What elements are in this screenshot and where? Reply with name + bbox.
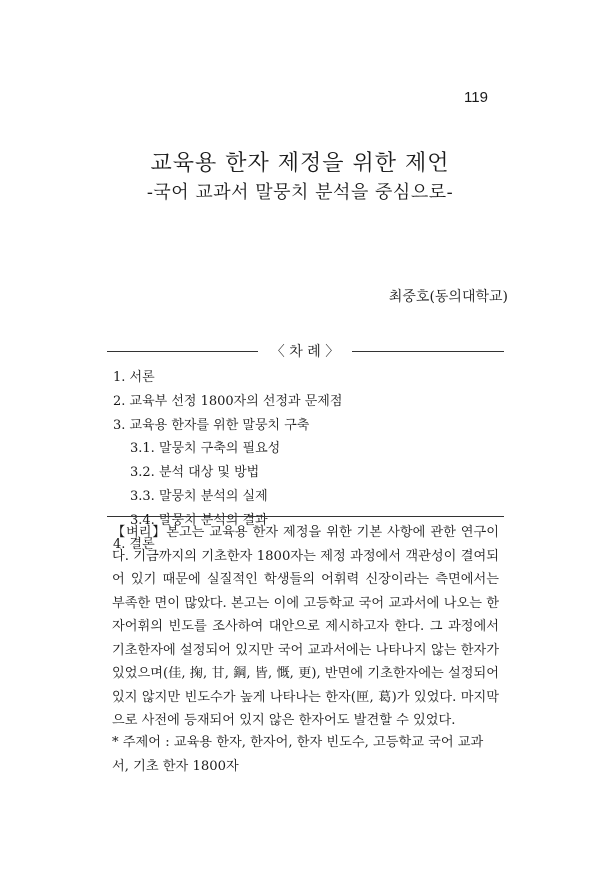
toc-subitem: 3.4. 말뭉치 분석의 결과: [130, 512, 268, 528]
toc-rule-left: [107, 351, 258, 352]
toc-subitem: 3.1. 말뭉치 구축의 필요성: [130, 441, 281, 457]
toc-subitem: 3.3. 말뭉치 분석의 실제: [130, 488, 268, 504]
toc-item: 2. 교육부 선정 1800자의 선정과 문제점: [113, 393, 343, 409]
toc-item: 1. 서론: [113, 370, 155, 385]
page-number: 119: [464, 89, 488, 106]
toc-item: 3. 교육용 한자를 위한 말뭉치 구축: [113, 417, 310, 433]
keywords: * 주제어 : 교육용 한자, 한자어, 한자 빈도수, 고등학교 국어 교과서, 기초 한자 1800자: [112, 735, 484, 774]
toc-item: 4. 결론: [113, 536, 155, 552]
toc-divider: [107, 342, 504, 362]
toc-rule-right: [352, 351, 504, 352]
paper-subtitle: -국어 교과서 말뭉치 분석을 중심으로-: [146, 182, 454, 203]
toc-heading: 〈 차 례 〉: [270, 344, 340, 360]
author-affiliation: 최중호(동의대학교): [388, 289, 508, 305]
toc-subitem: 3.2. 분석 대상 및 방법: [130, 465, 260, 481]
abstract-text: 【벼리】본고는 교육용 한자 제정을 위한 기본 사항에 관한 연구이다. 기금까지의 기초한자 1800자는 제정 과정에서 객관성이 결여되어 있기 때문에 실질적인 학생들의 어휘력 신장이라는 측면에서는 부족한 면이 많았다. 본고는 이에 고등학교 국어 교과서에 나오는 한자어휘의 빈도를 조사하여 대안으로 제시하고자 한다. 그 과정에서 기초한자에 설정되어 있지만 국어 교과서에는 나타나지 않는 한자가 있었으며(佳, 掬, 甘, 鋼, 皆, 慨, 更), 반면에 기초한자에는 설정되어 있지 않지만 빈도수가 높게 나타나는 한자(匣, 葛)가 있었다. 마지막으로 사전에 등재되어 있지 않은 한자어도 발견할 수 있었다.: [112, 525, 499, 728]
paper-title: 교육용 한자 제정을 위한 제언: [150, 151, 450, 176]
